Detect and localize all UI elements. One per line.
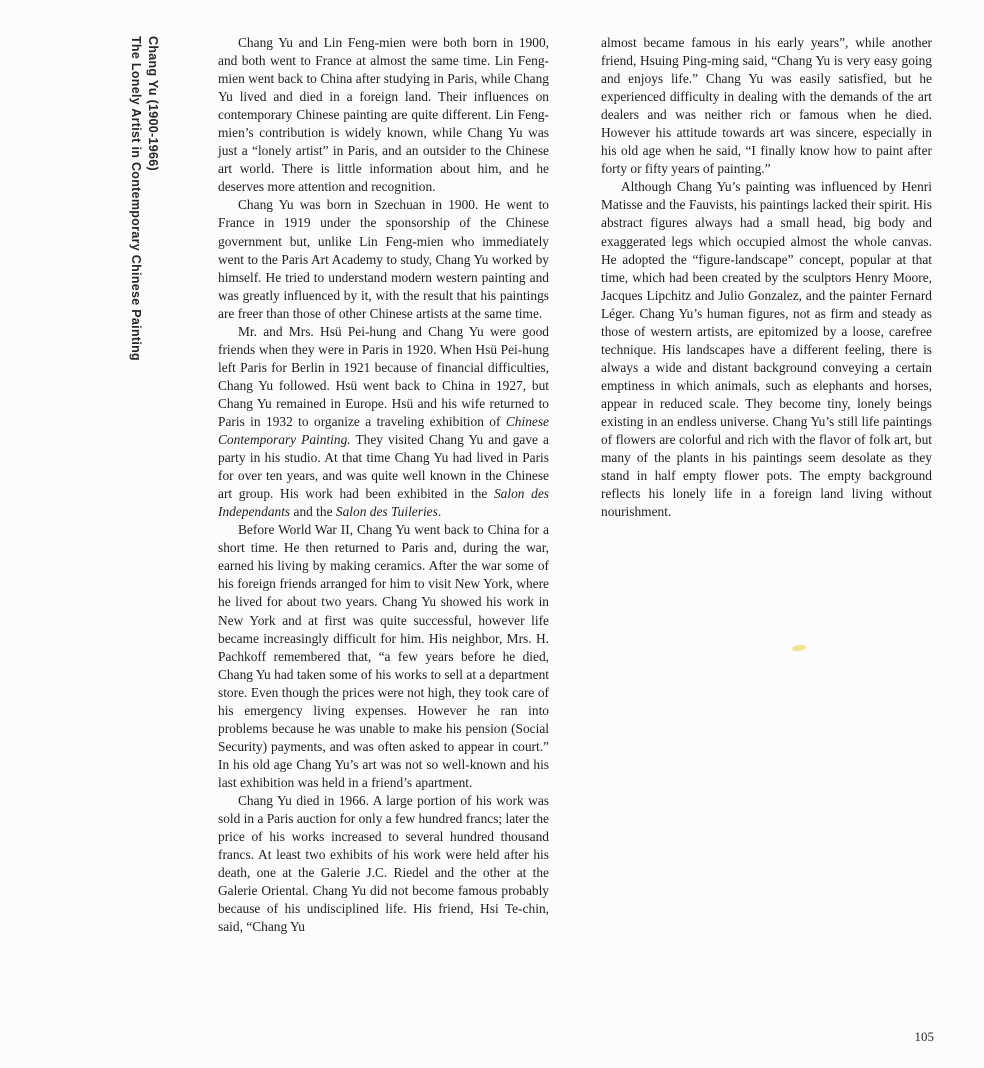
page-number: 105 bbox=[914, 1029, 934, 1044]
text-run: Chang Yu died in 1966. A large portion of his work was sold in a Paris auction for only a few hundred francs; later the price of his works increased to several hundred thousand francs. At least two exhibits of his work were held after his death, one at the Galerie J.C. Riedel and the other at the Galerie Oriental. Chang Yu did not become famous probably because of his undisciplined life. His friend, Hsi Te-chin, said, “Chang Yu bbox=[218, 792, 549, 935]
paragraph bbox=[218, 323, 549, 522]
text-column-left bbox=[218, 34, 549, 936]
paragraph bbox=[218, 196, 549, 322]
text-run: Chang Yu and Lin Feng-mien were both born in 1900, and both went to France at almost the same time. Lin Feng-mien went back to China after studying in Paris, while Chang Yu lived and died in a foreign land. Their influences on contemporary Chinese painting are quite different. Lin Feng-mien’s contribution is widely known, while Chang Yu was just a “lonely artist” in Paris, and an outsider to the Chinese art world. There is little information about him, and he deserves more attention and recognition. bbox=[218, 35, 549, 195]
text-run: They visited Chang Yu and gave a party in his studio. At that time Chang Yu had lived in Paris for over ten years, and was quite well known in the Chinese art group. His work had been exhibited in the bbox=[218, 432, 549, 502]
sidebar-title-line1: Chang Yu (1900-1966) bbox=[146, 36, 160, 171]
sidebar-title bbox=[127, 36, 161, 736]
text-run: Before World War II, Chang Yu went back to China for a short time. He then returned to Paris and, during the war, earned his living by making ceramics. After the war some of his foreign friends arranged for him to visit New York, where he lived for about two years. Chang Yu showed his work in New York and at first was quite successful, however life became increasingly difficult for him. His neighbor, Mrs. H. Pachkoff remembered that, “a few years before he died, Chang Yu had taken some of his works to sell at a department store. Even though the prices were not high, they took care of his emergency living expenses. However he ran into problems because he was unable to make his pension (Social Security) payments, and was often asked to appear in court.” In his old age Chang Yu’s art was not so well-known and his last exhibition was held in a friend’s apartment. bbox=[218, 522, 549, 790]
paragraph bbox=[218, 792, 549, 936]
text-run: . bbox=[437, 504, 442, 520]
text-run: almost became famous in his early years”, while another friend, Hsuing Ping-ming said, “Chang Yu is very easy going and enjoys life.” Chang Yu was easily satisfied, but he experienced difficulty in dealing with the demands of the art dealers and was neither rich or famous when he died. However his attitude towards art was sincere, especially in his old age when he said, “I finally know how to paint after forty or fifty years of painting.” bbox=[601, 35, 932, 177]
paragraph bbox=[218, 34, 549, 196]
text-column-right bbox=[601, 34, 932, 936]
text-run: Chang Yu was born in Szechuan in 1900. He went to France in 1919 under the sponsorship of the Chinese government but, unlike Lin Feng-mien who immediately went to the Paris Art Academy to study, Chang Yu worked by himself. He tried to understand modern western painting and was greatly influenced by it, with the result that his paintings are freer than those of other Chinese artists at the same time. bbox=[218, 197, 549, 321]
italic-text-run: Chinese Contemporary Painting. bbox=[218, 413, 549, 448]
italic-text-run: Salon des Independants bbox=[218, 486, 549, 520]
article-body bbox=[218, 34, 932, 936]
paragraph bbox=[601, 34, 932, 178]
text-run: Although Chang Yu’s painting was influenced by Henri Matisse and the Fauvists, his paintings lacked their spirit. His abstract figures always had a small head, big body and exaggerated legs which occupied almost the whole canvas. He adopted the “figure-landscape” concept, popular at that time, which had been created by the sculptors Henry Moore, Jacques Lipchitz and Julio Gonzalez, and the painter Fernard Léger. Chang Yu’s human figures, not as firm and steady as those of western artists, are epitomized by a loose, carefree technique. His landscapes have a different feeling, there is always a wide and distant background conveying a certain emptiness in which animals, such as elephants and horses, appear in reduced scale. They become tiny, lonely beings existing in an endless universe. Chang Yu’s still life paintings of flowers are colorful and rich with the flavor of folk art, but many of the plants in his paintings seem desolate as they stand in half empty flower pots. The empty background reflects his lonely life in a foreign land living without nourishment. bbox=[601, 179, 932, 520]
sidebar-title-line2: The Lonely Artist in Contemporary Chinese Painting bbox=[129, 36, 143, 361]
text-run: Mr. and Mrs. Hsü Pei-hung and Chang Yu were good friends when they were in Paris in 1920. When Hsü Pei-hung left Paris for Berlin in 1921 because of financial difficulties, Chang Yu followed. Hsü went back to China in 1927, but Chang Yu remained in Europe. Hsü and his wife returned to Paris in 1932 to organize a traveling exhibition of bbox=[218, 323, 549, 429]
text-run: and the bbox=[290, 504, 336, 520]
italic-text-run: Salon des Tuileries bbox=[335, 504, 438, 520]
paragraph bbox=[218, 521, 549, 792]
paragraph bbox=[601, 178, 932, 521]
